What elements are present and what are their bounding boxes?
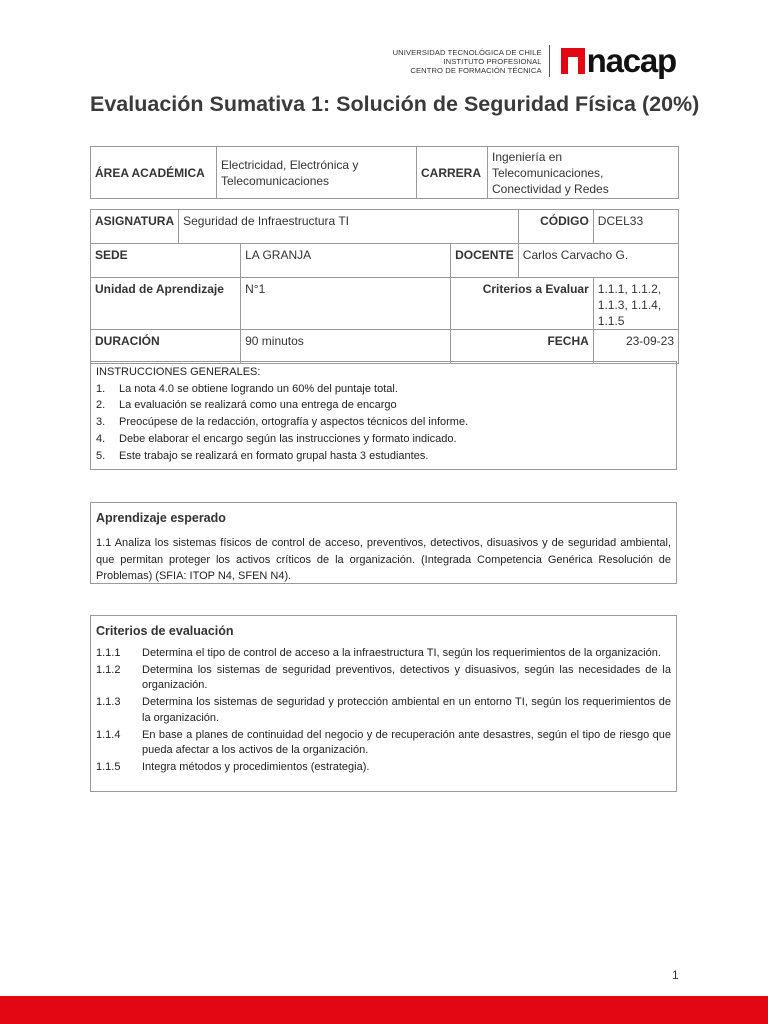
criterion-number: 1.1.1 <box>96 647 121 659</box>
document-title: Evaluación Sumativa 1: Solución de Seguridad Física (20%) <box>90 92 700 116</box>
criterion-number: 1.1.3 <box>96 696 121 709</box>
instructions-heading: INSTRUCCIONES GENERALES: <box>96 366 261 378</box>
institution-line: CENTRO DE FORMACIÓN TÉCNICA <box>410 65 542 75</box>
expected-learning <box>90 502 677 584</box>
table-row <box>91 210 679 244</box>
area-label: ÁREA ACADÉMICA <box>91 147 217 199</box>
docente-value: Carlos Carvacho G. <box>518 244 678 278</box>
codigo-label: CÓDIGO <box>518 210 593 244</box>
asignatura-label: ASIGNATURA <box>91 210 179 244</box>
list-number: 1. <box>96 382 106 395</box>
carrera-value: Ingeniería en Telecomunicaciones, Conectividad y Redes <box>488 147 679 199</box>
list-item <box>96 397 671 414</box>
list-number: 5. <box>96 449 106 462</box>
criterion-text: Determina el tipo de control de acceso a la infraestructura TI, según los requerimientos de la organización. <box>142 647 661 659</box>
table-row <box>91 278 679 330</box>
criterios-label: Criterios a Evaluar <box>451 278 594 330</box>
criterion-text: En base a planes de continuidad del negocio y de recuperación ante desastres, según el tipo de riesgo que pueda afectar a los activos de la organización. <box>142 728 671 757</box>
footer-bar <box>0 996 768 1024</box>
sede-value: LA GRANJA <box>241 244 451 278</box>
criterion-number: 1.1.5 <box>96 760 121 773</box>
criterios-value: 1.1.1, 1.1.2, 1.1.3, 1.1.4, 1.1.5 <box>593 278 678 330</box>
criterion-row <box>96 760 671 776</box>
duracion-value: 90 minutos <box>241 330 451 364</box>
list-text: Preocúpese de la redacción, ortografía y aspectos técnicos del informe. <box>119 416 469 429</box>
list-item <box>96 414 671 431</box>
institution-line: INSTITUTO PROFESIONAL <box>443 56 542 66</box>
table-row <box>91 244 679 278</box>
table-row <box>91 147 679 199</box>
list-item <box>96 381 671 398</box>
criterion-text: Determina los sistemas de seguridad y protección ambiental en un entorno TI, según los requerimientos de la organización. <box>142 696 671 724</box>
general-instructions <box>90 361 677 470</box>
institution-names <box>393 48 542 75</box>
list-number: 4. <box>96 432 106 445</box>
expected-learning-heading: Aprendizaje esperado <box>96 511 226 525</box>
unidad-label: Unidad de Aprendizaje <box>91 278 241 330</box>
fecha-value: 23-09-23 <box>593 330 678 364</box>
institution-logo <box>392 42 676 79</box>
codigo-value: DCEL33 <box>593 210 678 244</box>
inacap-i-mark-icon <box>561 48 585 74</box>
unidad-value: N°1 <box>241 278 451 330</box>
criterion-row <box>96 663 671 694</box>
carrera-label: CARRERA <box>417 147 488 199</box>
list-text: La nota 4.0 se obtiene logrando un 60% del puntaje total. <box>119 382 398 395</box>
institution-line: UNIVERSIDAD TECNOLÓGICA DE CHILE <box>392 47 542 57</box>
list-text: La evaluación se realizará como una entrega de encargo <box>119 399 397 412</box>
criterion-row <box>96 695 671 726</box>
list-item <box>96 448 671 465</box>
criterion-text: Integra métodos y procedimientos (estrategia). <box>142 760 370 773</box>
expected-learning-text: 1.1 Analiza los sistemas físicos de control de acceso, preventivos, detectivos, disuasivos y de seguridad ambiental, que permitan proteger los activos críticos de la organización. (Integrada Competencia Genérica Resolución de Problemas) (SFIA: ITOP N4, SFEN N4). <box>96 537 671 582</box>
evaluation-criteria <box>90 615 677 792</box>
instructions-list <box>96 381 671 465</box>
table-row <box>91 330 679 364</box>
duracion-label: DURACIÓN <box>91 330 241 364</box>
brand-name: nacap <box>586 42 676 79</box>
course-info-table-top <box>90 146 679 199</box>
logo-divider <box>549 45 550 77</box>
docente-label: DOCENTE <box>451 244 519 278</box>
area-value: Electricidad, Electrónica y Telecomunicaciones <box>217 147 417 199</box>
list-text: Este trabajo se realizará en formato grupal hasta 3 estudiantes. <box>119 449 429 462</box>
list-number: 3. <box>96 416 106 429</box>
inacap-logo <box>561 42 676 79</box>
list-item <box>96 431 671 448</box>
page-number: 1 <box>672 968 679 982</box>
evaluation-criteria-heading: Criterios de evaluación <box>96 624 234 638</box>
list-number: 2. <box>96 399 106 412</box>
criterion-row <box>96 646 671 662</box>
asignatura-value: Seguridad de Infraestructura TI <box>179 210 519 244</box>
fecha-label: FECHA <box>451 330 594 364</box>
criterion-text: Determina los sistemas de seguridad preventivos, detectivos y disuasivos, según las necesidades de la organización. <box>142 663 671 692</box>
criterion-row <box>96 728 671 759</box>
sede-label: SEDE <box>91 244 241 278</box>
criterion-number: 1.1.2 <box>96 663 121 676</box>
criterion-number: 1.1.4 <box>96 728 121 741</box>
course-info-table <box>90 209 679 364</box>
list-text: Debe elaborar el encargo según las instrucciones y formato indicado. <box>119 432 457 445</box>
